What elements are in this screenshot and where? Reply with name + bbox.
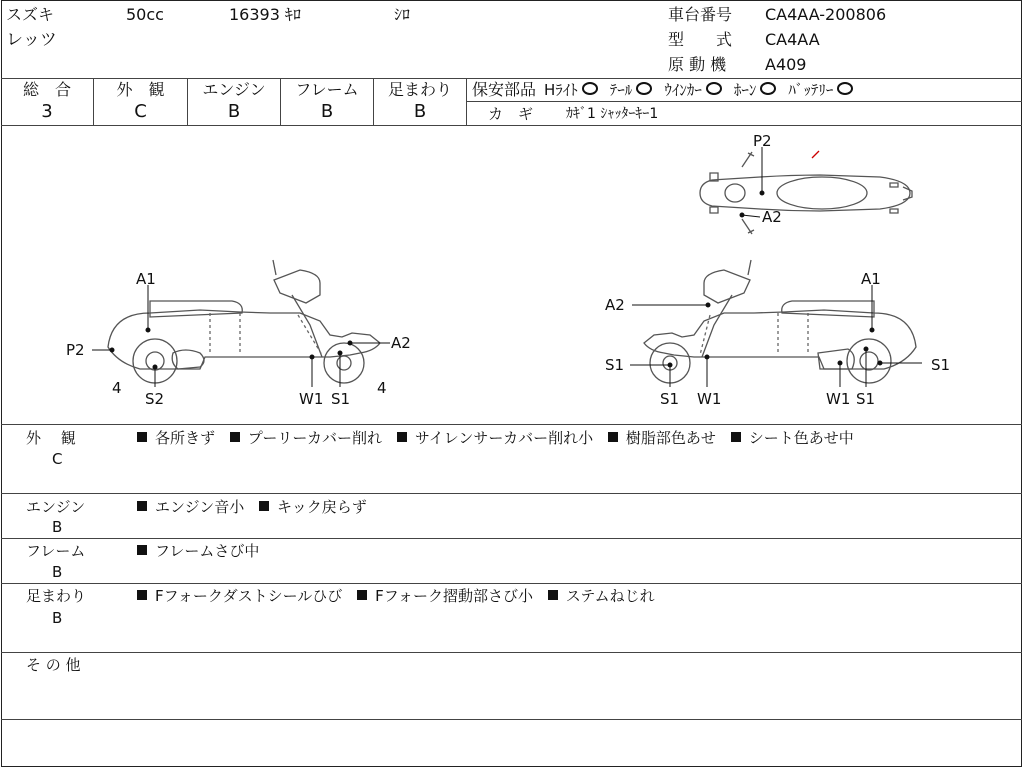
- scooter-damage-diagram: [0, 125, 1024, 425]
- overall-grade-label: 総 合: [22, 80, 71, 99]
- model-name: レッツ: [6, 30, 57, 50]
- remark-engine-items: [137, 498, 377, 516]
- label-right-a2: A2: [605, 296, 625, 314]
- remarks-rule: [1, 719, 1022, 720]
- ok-mark-icon: [760, 82, 776, 95]
- remark-item: キック戻らず: [277, 498, 367, 516]
- label-left-a2: A2: [391, 334, 411, 352]
- remark-frame-label: フレーム: [26, 542, 86, 560]
- remark-item: サイレンサーカバー削れ小: [414, 429, 594, 447]
- exterior-grade: C: [134, 101, 147, 122]
- label-left-p2: P2: [66, 341, 85, 359]
- bullet-icon: [357, 590, 367, 600]
- remark-item: ステムねじれ: [565, 587, 655, 605]
- remark-exterior-label: 外 観: [26, 429, 76, 447]
- suspension-grade-label: 足まわり: [387, 80, 452, 99]
- grade-divider: [466, 78, 467, 125]
- remarks-rule: [1, 652, 1022, 653]
- label-left-4a: 4: [112, 379, 122, 397]
- label-left-s2: S2: [145, 390, 165, 408]
- mileage: 16393 ｷﾛ: [229, 5, 302, 24]
- bullet-icon: [230, 432, 240, 442]
- remark-frame-items: [137, 542, 269, 560]
- key-label: カ ギ: [488, 105, 534, 123]
- key-value: ｶｷﾞ1 ｼｬｯﾀｰｷｰ1: [566, 106, 659, 122]
- bullet-icon: [731, 432, 741, 442]
- label-right-a1: A1: [861, 270, 881, 288]
- bullet-icon: [137, 501, 147, 511]
- remark-engine-label: エンジン: [26, 498, 86, 516]
- remark-item: Fフォークダストシールひび: [155, 587, 343, 605]
- engine-label: 原 動 機: [668, 55, 727, 74]
- label-right-s1b: S1: [660, 390, 680, 408]
- safety-item-horn: ﾎｰﾝ: [733, 81, 757, 99]
- suspension-grade: B: [413, 101, 427, 122]
- engine-grade: B: [227, 101, 241, 122]
- remarks-rule: [1, 538, 1022, 539]
- safety-parts: [472, 81, 853, 99]
- remark-item: シート色あせ中: [748, 429, 854, 447]
- displacement: 50cc: [126, 5, 164, 24]
- remark-exterior-items: [137, 429, 864, 447]
- engine-value: A409: [765, 55, 807, 74]
- label-right-w1b: W1: [826, 390, 851, 408]
- label-top-p2: P2: [753, 132, 772, 150]
- bullet-icon: [608, 432, 618, 442]
- ok-mark-icon: [837, 82, 853, 95]
- frame-number-label: 車台番号: [668, 5, 733, 24]
- label-right-w1a: W1: [697, 390, 722, 408]
- label-right-s1d: S1: [931, 356, 951, 374]
- bullet-icon: [137, 432, 147, 442]
- remark-engine-grade: B: [52, 518, 63, 536]
- remark-suspension-label: 足まわり: [26, 587, 87, 605]
- ok-mark-icon: [582, 82, 598, 95]
- type-value: CA4AA: [765, 30, 820, 49]
- label-top-a2: A2: [762, 208, 782, 226]
- bullet-icon: [137, 590, 147, 600]
- remark-other-label: そ の 他: [26, 656, 81, 674]
- remarks-rule: [1, 493, 1022, 494]
- grade-table-top-rule: [1, 78, 1022, 79]
- label-left-w1: W1: [299, 390, 324, 408]
- remark-item: フレームさび中: [155, 542, 260, 560]
- remarks-rule: [1, 583, 1022, 584]
- label-right-s1c: S1: [856, 390, 876, 408]
- bullet-icon: [397, 432, 407, 442]
- bullet-icon: [259, 501, 269, 511]
- label-right-s1a: S1: [605, 356, 625, 374]
- frame-grade-label: フレーム: [295, 80, 359, 99]
- frame-grade: B: [320, 101, 334, 122]
- remark-suspension-items: [137, 587, 665, 605]
- remark-item: 樹脂部色あせ: [625, 429, 716, 447]
- ok-mark-icon: [706, 82, 722, 95]
- safety-parts-label: 保安部品: [472, 80, 537, 99]
- remark-item: 各所きず: [155, 429, 216, 447]
- label-left-4b: 4: [377, 379, 387, 397]
- exterior-grade-label: 外 観: [116, 80, 165, 99]
- remark-item: Fフォーク摺動部さび小: [375, 587, 533, 605]
- safety-item-tail: ﾃｰﾙ: [609, 81, 633, 99]
- frame-number: CA4AA-200806: [765, 5, 887, 24]
- label-left-a1: A1: [136, 270, 156, 288]
- bullet-icon: [548, 590, 558, 600]
- engine-grade-label: エンジン: [202, 80, 266, 99]
- safety-item-battery: ﾊﾞｯﾃﾘｰ: [788, 81, 834, 99]
- safety-item-winker: ｳｲﾝｶｰ: [664, 81, 702, 99]
- mileage-unit: ｷﾛ: [285, 5, 302, 24]
- ok-mark-icon: [636, 82, 652, 95]
- remark-item: エンジン音小: [155, 498, 245, 516]
- safety-item-headlight: Hﾗｲﾄ: [544, 81, 578, 99]
- type-label: 型 式: [668, 30, 733, 49]
- red-mark: [812, 151, 819, 158]
- safety-mid-rule: [467, 101, 1022, 102]
- label-left-s1: S1: [331, 390, 351, 408]
- bullet-icon: [137, 545, 147, 555]
- remark-exterior-grade: C: [52, 450, 63, 468]
- remark-item: プーリーカバー削れ: [247, 429, 383, 447]
- remark-suspension-grade: B: [52, 609, 63, 627]
- overall-grade: 3: [41, 101, 53, 122]
- scooter-top-view: [700, 152, 912, 234]
- color: ｼﾛ: [394, 5, 411, 24]
- remark-frame-grade: B: [52, 563, 63, 581]
- maker: スズキ: [6, 5, 55, 24]
